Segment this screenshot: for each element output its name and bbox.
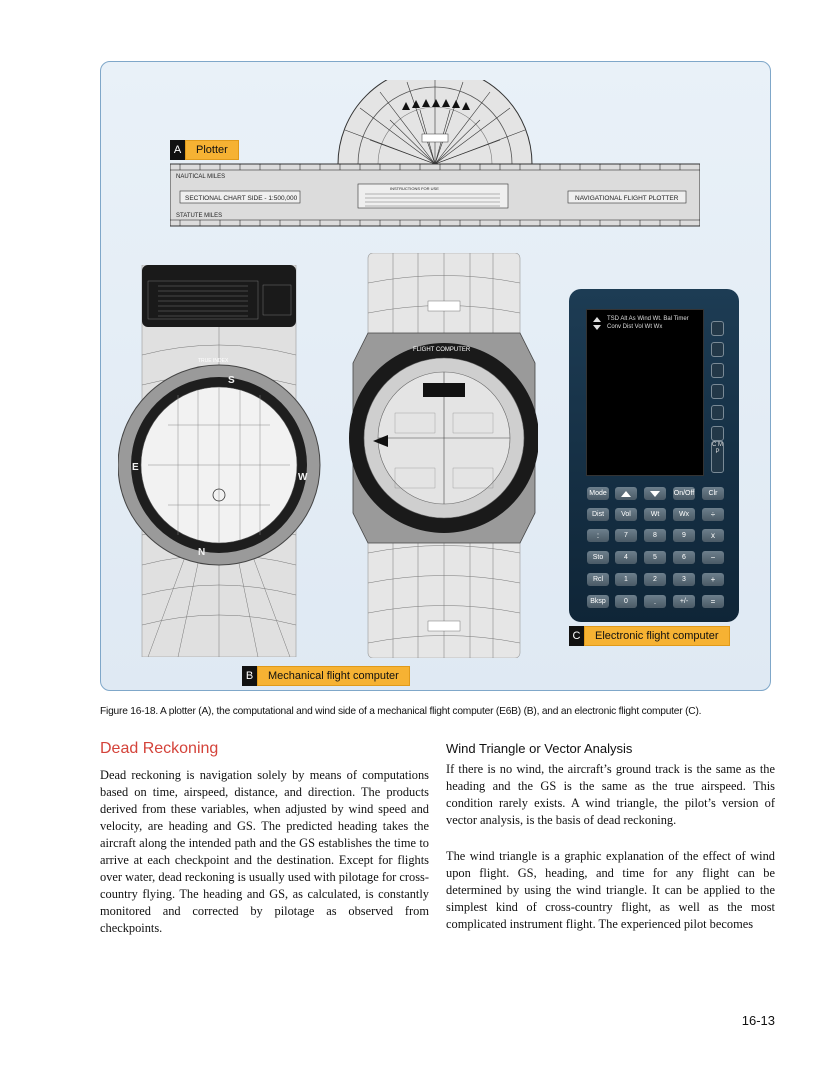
plotter-statute-label: STATUTE MILES <box>176 213 223 219</box>
plotter-label <box>170 140 239 160</box>
wind-side-computer <box>118 265 323 657</box>
wind-triangle-paragraph-2: The wind triangle is a graphic explanation of the effect of wind upon flight. GS, heading, and time for any flight can be determined by using the wind triangle. It can be applied to the simplest kind of cross-country flight, as well as the most complicated instrument flight. The experienced pilot becomes <box>446 849 775 931</box>
key-8[interactable]: 8 <box>644 529 666 542</box>
page-number: 16-13 <box>741 1013 775 1028</box>
plotter-label-letter: A <box>170 140 185 160</box>
electronic-label-text: Electronic flight computer <box>584 626 730 646</box>
dead-reckoning-paragraph: Dead reckoning is navigation solely by means of computations based on time, airspeed, distance, and direction. The products derived from these variables, when adjusted by wind speed and velocity, are heading and GS. The predicted heading takes the aircraft along the intended path and the GS establishes the time to arrive at each checkpoint and the destination. Except for flights over water, dead reckoning is usually used with pilotage for cross-country flying. The heading and GS, as calculated, is constantly monitored and corrected by pilotage as observed from checkpoints. <box>100 768 429 935</box>
svg-text:N: N <box>198 547 206 558</box>
section-heading-dead-reckoning: Dead Reckoning <box>100 740 219 757</box>
e6b-true-index: TRUE INDEX <box>198 358 229 364</box>
key-4[interactable]: 4 <box>615 551 637 564</box>
key-sto[interactable]: Sto <box>587 551 609 564</box>
key-0[interactable]: 0 <box>615 595 637 608</box>
side-button-3[interactable] <box>711 363 724 378</box>
key-9[interactable]: 9 <box>673 529 695 542</box>
mechanical-computer <box>333 253 538 658</box>
side-button-2[interactable] <box>711 342 724 357</box>
mechanical-label-letter: B <box>242 666 257 686</box>
key-7[interactable]: 7 <box>615 529 637 542</box>
plotter-instructions-title: INSTRUCTIONS FOR USE <box>390 186 439 191</box>
key-wt[interactable]: Wt <box>644 508 666 521</box>
key-clear[interactable]: Clr <box>702 487 724 500</box>
key-decimal[interactable]: . <box>644 595 666 608</box>
cmp-button[interactable]: C M P <box>711 441 724 473</box>
key-mode[interactable]: Mode <box>587 487 609 500</box>
key-up[interactable] <box>615 487 637 500</box>
plotter-illustration <box>170 80 700 230</box>
screen-menu-line-2: Conv Dist Vol Wt Wx <box>607 324 663 330</box>
key-plus-minus[interactable]: +/- <box>673 595 695 608</box>
plotter-sectional-label: SECTIONAL CHART SIDE - 1:500,000 <box>185 195 298 202</box>
key-multiply[interactable]: x <box>702 529 724 542</box>
side-button-1[interactable] <box>711 321 724 336</box>
key-plus[interactable]: + <box>702 573 724 586</box>
mechanical-label-text: Mechanical flight computer <box>257 666 410 686</box>
key-minus[interactable]: − <box>702 551 724 564</box>
key-6[interactable]: 6 <box>673 551 695 564</box>
side-button-4[interactable] <box>711 384 724 399</box>
key-divide[interactable]: ÷ <box>702 508 724 521</box>
key-rcl[interactable]: Rcl <box>587 573 609 586</box>
electronic-flight-computer <box>569 289 739 622</box>
key-wx[interactable]: Wx <box>673 508 695 521</box>
key-vol[interactable]: Vol <box>615 508 637 521</box>
electronic-label-letter: C <box>569 626 584 646</box>
key-1[interactable]: 1 <box>615 573 637 586</box>
key-2[interactable]: 2 <box>644 573 666 586</box>
electronic-label <box>569 626 730 646</box>
scroll-down-icon <box>593 325 601 330</box>
key-3[interactable]: 3 <box>673 573 695 586</box>
key-5[interactable]: 5 <box>644 551 666 564</box>
side-button-5[interactable] <box>711 405 724 420</box>
key-equals[interactable]: = <box>702 595 724 608</box>
key-bksp[interactable]: Bksp <box>587 595 609 608</box>
svg-text:E: E <box>132 462 139 473</box>
plotter-nautical-label: NAUTICAL MILES <box>176 174 226 180</box>
wind-triangle-paragraph-1: If there is no wind, the aircraft’s ground track is the same as the heading and the GS is the same as the true airspeed. This condition rarely exists. A wind triangle, the pilot’s version of vector analysis, is the basis of dead reckoning. <box>446 762 775 827</box>
e6b-title: FLIGHT COMPUTER <box>413 347 471 353</box>
svg-text:S: S <box>228 375 235 386</box>
up-arrow-icon <box>621 491 631 497</box>
key-colon[interactable]: : <box>587 529 609 542</box>
plotter-label-text: Plotter <box>185 140 239 160</box>
key-on-off[interactable]: On/Off <box>673 487 695 500</box>
key-down[interactable] <box>644 487 666 500</box>
calculator-screen <box>586 309 704 476</box>
down-arrow-icon <box>650 491 660 497</box>
scroll-up-icon <box>593 317 601 322</box>
section-heading-wind-triangle: Wind Triangle or Vector Analysis <box>446 741 633 756</box>
key-dist[interactable]: Dist <box>587 508 609 521</box>
side-button-6[interactable] <box>711 426 724 441</box>
svg-text:W: W <box>298 472 308 483</box>
plotter-navigational-label: NAVIGATIONAL FLIGHT PLOTTER <box>575 195 679 202</box>
screen-menu-line-1: TSD Alt As Wind Wt. Bal Timer <box>607 316 689 322</box>
figure-caption: Figure 16-18. A plotter (A), the computational and wind side of a mechanical flight computer (E6B) (B), and an electronic flight computer (C). <box>100 706 702 717</box>
mechanical-label <box>242 666 410 686</box>
